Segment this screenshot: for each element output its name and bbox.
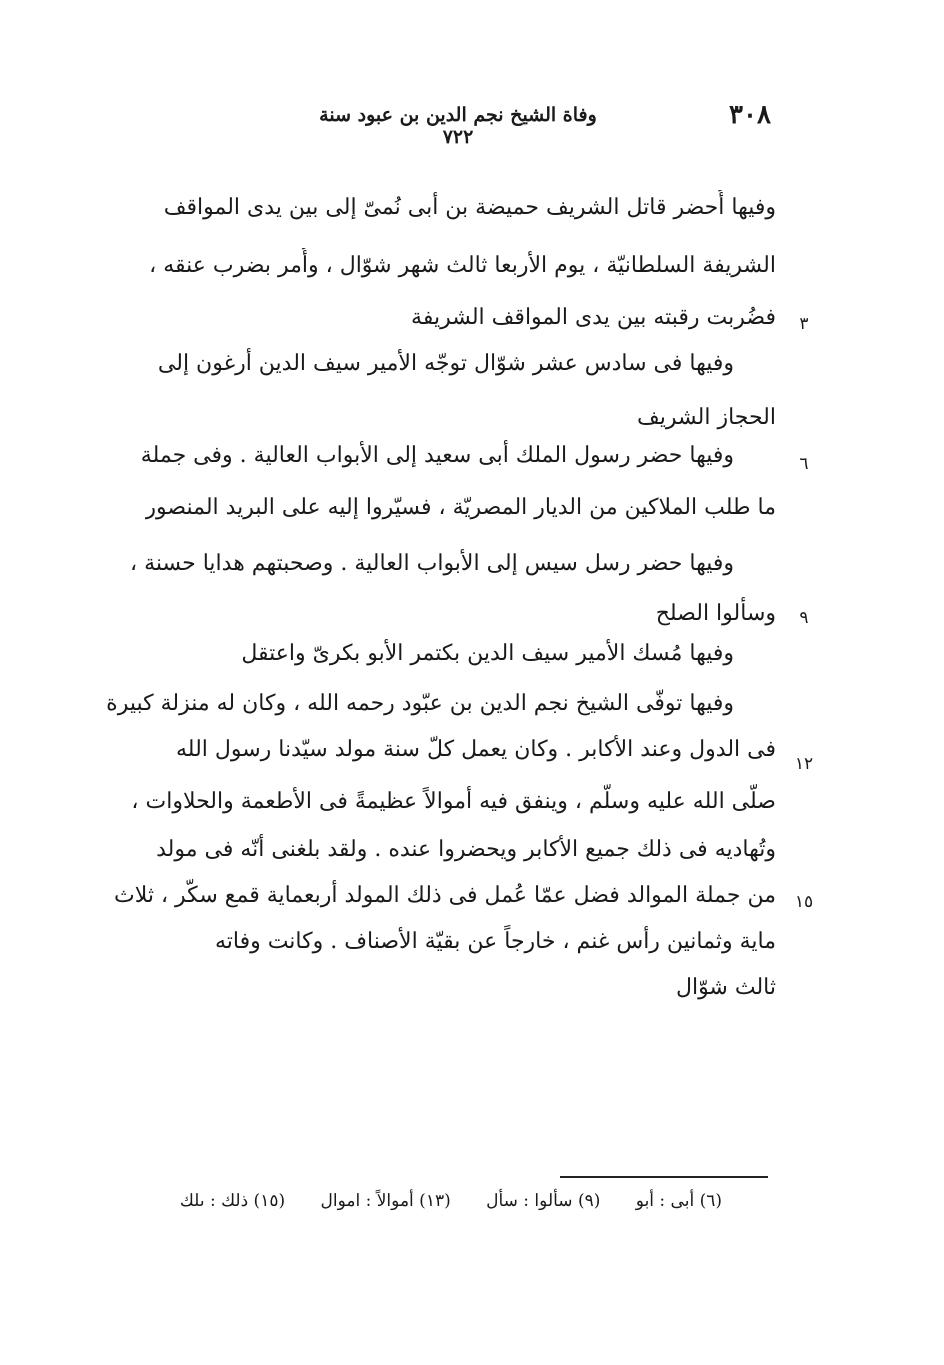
text-line-11: وفيها توفّى الشيخ نجم الدين بن عبّود رحمه الله ، وكان له منزلة كبيرة — [106, 691, 734, 716]
text-line-5: الحجاز الشريف — [636, 405, 776, 430]
text-line-13: صلّى الله عليه وسلّم ، وينفق فيه أموالاً عظيمةً فى الأطعمة والحلاوات ، — [131, 789, 776, 814]
running-title: وفاة الشيخ نجم الدين بن عبود سنة ٧٢٢ — [319, 104, 597, 148]
text-line-1: وفيها أُحضر قاتل الشريف حميضة بن أبى نُمىّ إلى بين يدى المواقف — [163, 195, 776, 220]
line-number-6: ٦ — [799, 454, 809, 474]
line-number-3: ٣ — [799, 314, 809, 334]
line-number-15: ١٥ — [794, 892, 814, 912]
line-number-9: ٩ — [799, 608, 809, 628]
footnote-15: (١٥) ذلك : ىلك — [179, 1191, 286, 1211]
text-line-2: الشريفة السلطانيّة ، يوم الأربعا ثالث شهر شوّال ، وأُمر بضرب عنقه ، — [149, 253, 776, 278]
text-line-10: وفيها مُسك الأمير سيف الدين بكتمر الأبو بكرىّ واعتقل — [241, 641, 734, 666]
text-line-9: وسألوا الصلح — [655, 601, 776, 626]
footnote-9: (٩) سألوا : سأل — [486, 1191, 601, 1211]
text-line-4: وفيها فى سادس عشر شوّال توجّه الأمير سيف الدين أرغون إلى — [157, 351, 734, 376]
line-number-12: ١٢ — [794, 754, 814, 774]
footnote-6: (٦) أبى : أبو — [635, 1191, 722, 1211]
text-line-6: وفيها حضر رسول الملك أبى سعيد إلى الأبواب العالية . وفى جملة — [140, 443, 734, 468]
text-line-16: ماية وثمانين رأس غنم ، خارجاً عن بقيّة الأصناف . وكانت وفاته — [214, 929, 776, 954]
text-line-17: ثالث شوّال — [675, 975, 776, 1000]
footnote-divider — [560, 1176, 768, 1178]
text-line-15: من جملة الموالد فضل عمّا عُمل فى ذلك المولد أربعماية قمع سكّر ، ثلاث — [114, 883, 776, 908]
text-line-14: وتُهاديه فى ذلك جميع الأكابر ويحضروا عنده . ولقد بلغنى أنّه فى مولد — [156, 837, 776, 862]
text-line-8: وفيها حضر رسل سيس إلى الأبواب العالية . وصحبتهم هدايا حسنة ، — [129, 551, 734, 576]
text-line-3: فضُربت رقبته بين يدى المواقف الشريفة — [411, 305, 776, 330]
text-line-7: ما طلب الملاكين من الديار المصريّة ، فسيّروا إليه على البريد المنصور — [145, 495, 776, 520]
footnotes — [110, 1186, 722, 1216]
main-text — [106, 0, 776, 1100]
page-number: ٣٠٨ — [729, 100, 771, 130]
text-line-12: فى الدول وعند الأكابر . وكان يعمل كلّ سنة مولد سيّدنا رسول الله — [176, 737, 776, 762]
footnote-13: (١٣) أموالاً : اموال — [320, 1191, 451, 1211]
